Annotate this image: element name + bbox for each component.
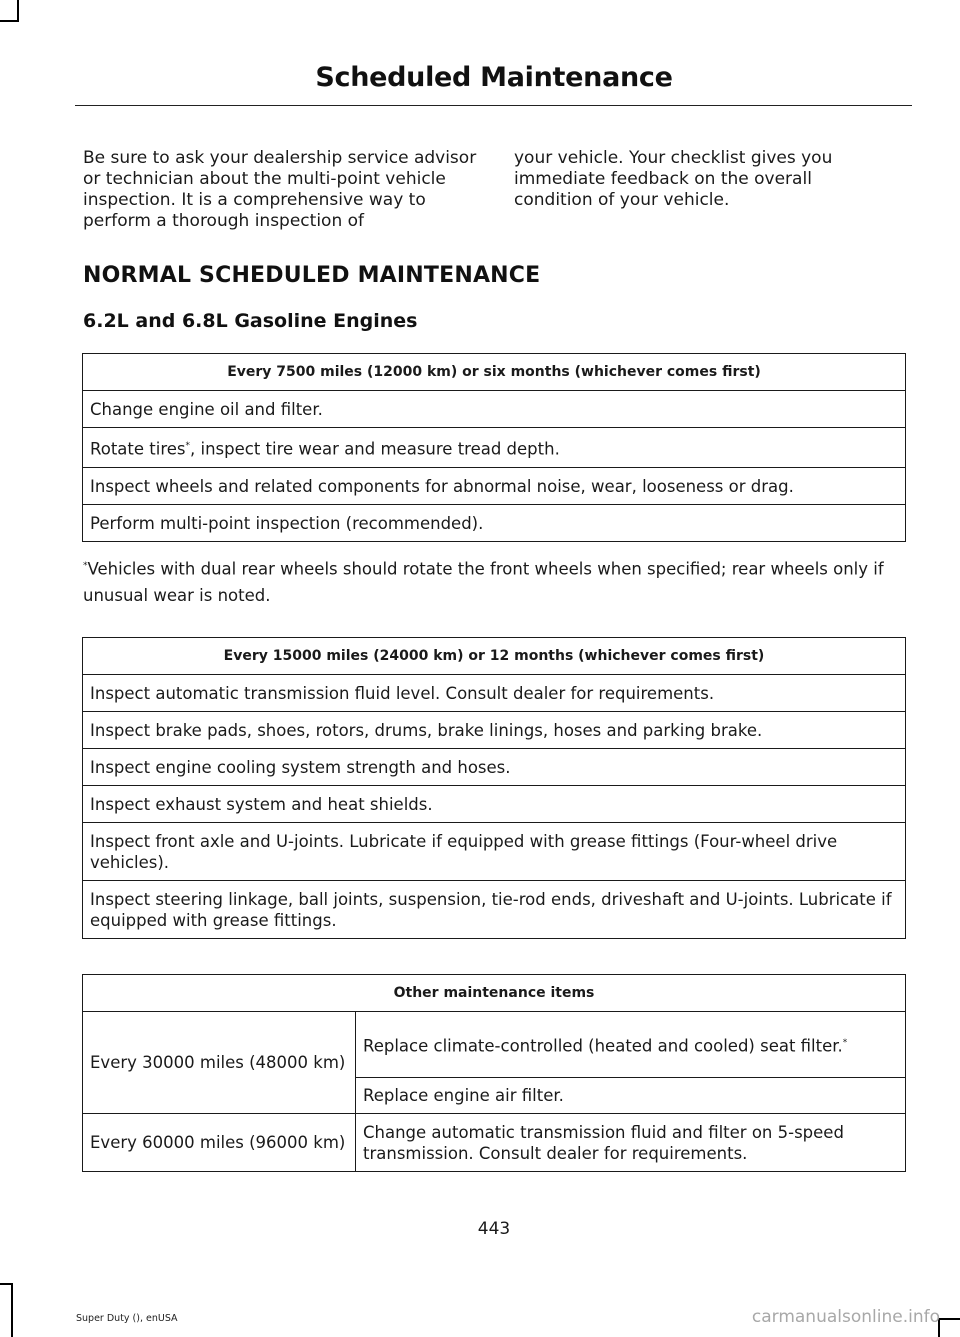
footnote-marker: * <box>842 1037 848 1048</box>
table-row <box>83 428 906 468</box>
footnote <box>83 553 913 609</box>
footnote-marker: * <box>185 440 190 451</box>
interval-cell: Every 60000 miles (96000 km) <box>83 1114 356 1172</box>
table-row: Perform multi-point inspection (recommended). <box>83 505 906 542</box>
subsection-title: 6.2L and 6.8L Gasoline Engines <box>83 310 418 332</box>
page-header-title: Scheduled Maintenance <box>315 62 673 93</box>
row-text: Rotate tires <box>90 439 186 459</box>
crop-mark <box>938 1318 960 1320</box>
crop-mark <box>0 20 19 22</box>
table-header: Every 15000 miles (24000 km) or 12 months (whichever comes first) <box>83 638 906 675</box>
table-row: Replace engine air filter. <box>356 1078 906 1114</box>
row-text: Replace climate-controlled (heated and cooled) seat filter. <box>363 1036 843 1056</box>
table-row: Change automatic transmission fluid and filter on 5-speed transmission. Consult dealer for requirements. <box>356 1114 906 1172</box>
table-row: Inspect wheels and related components for abnormal noise, wear, looseness or drag. <box>83 468 906 505</box>
table-row: Inspect exhaust system and heat shields. <box>83 786 906 823</box>
table-row: Inspect steering linkage, ball joints, suspension, tie-rod ends, driveshaft and U-joints. Lubricate if equipped with grease fittings. <box>83 881 906 939</box>
footer-text: Super Duty (), enUSA <box>76 1313 178 1324</box>
table-row: Inspect engine cooling system strength and hoses. <box>83 749 906 786</box>
intro-column-left: Be sure to ask your dealership service advisor or technician about the multi-point vehicle inspection. It is a comprehensive way to perform a thorough inspection of <box>83 148 477 231</box>
header-rule <box>75 105 912 106</box>
intro-column-right: your vehicle. Your checklist gives you immediate feedback on the overall condition of your vehicle. <box>514 148 833 210</box>
footnote-text: Vehicles with dual rear wheels should rotate the front wheels when specified; rear wheels only if unusual wear is noted. <box>83 559 884 605</box>
interval-cell: Every 30000 miles (48000 km) <box>83 1012 356 1114</box>
maintenance-table-7500 <box>82 353 906 542</box>
table-row: Change engine oil and filter. <box>83 391 906 428</box>
section-title: NORMAL SCHEDULED MAINTENANCE <box>83 263 541 288</box>
table-row: Inspect front axle and U-joints. Lubricate if equipped with grease fittings (Four-wheel drive vehicles). <box>83 823 906 881</box>
crop-mark <box>17 0 19 22</box>
maintenance-table-15000 <box>82 637 906 939</box>
table-row <box>356 1012 906 1078</box>
crop-mark <box>11 1283 13 1337</box>
crop-mark <box>0 1283 13 1285</box>
watermark: carmanualsonline.info <box>751 1307 940 1327</box>
table-header: Other maintenance items <box>83 975 906 1012</box>
other-maintenance-table <box>82 974 906 1172</box>
page-number: 443 <box>477 1219 511 1239</box>
footnote-marker: * <box>83 561 88 571</box>
table-row: Inspect automatic transmission fluid level. Consult dealer for requirements. <box>83 675 906 712</box>
table-header: Every 7500 miles (12000 km) or six months (whichever comes first) <box>83 354 906 391</box>
table-row: Inspect brake pads, shoes, rotors, drums, brake linings, hoses and parking brake. <box>83 712 906 749</box>
row-text-suffix: , inspect tire wear and measure tread depth. <box>190 439 560 459</box>
